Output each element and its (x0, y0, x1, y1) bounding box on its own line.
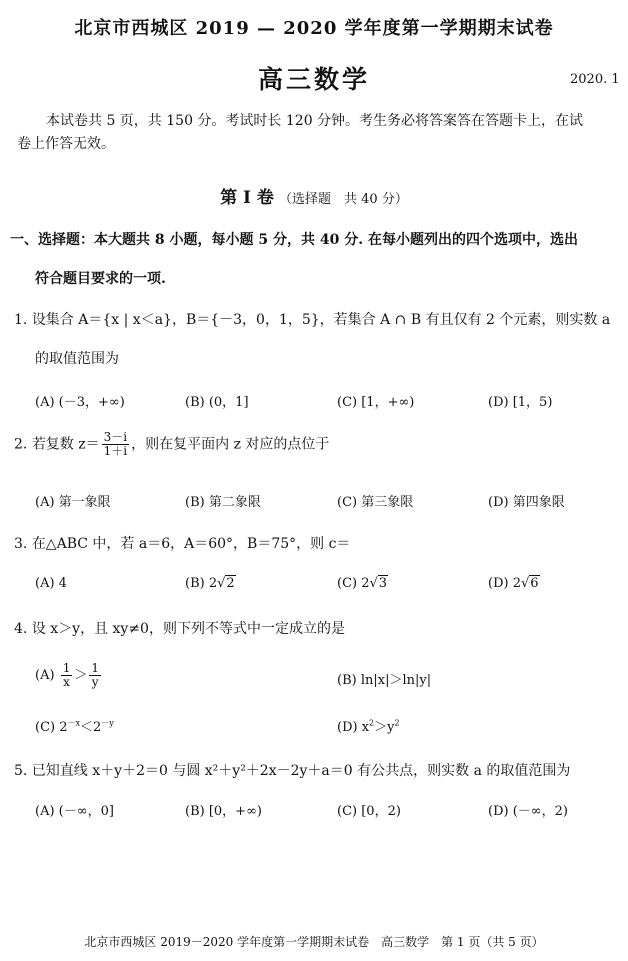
sqrt-symbol: √2 (217, 576, 235, 591)
question-number: 4. (14, 621, 28, 637)
option-d: (D) 第四象限 (488, 495, 565, 510)
question-text: 设集合 A＝{x | x＜a}，B＝{－3，0，1，5}，若集合 A ∩ B 有且仅有 2 个元素，则实数 a (31, 312, 611, 328)
fraction-numerator: 1 (62, 661, 71, 675)
question-number: 5. (14, 763, 28, 779)
radicand: 2 (226, 576, 235, 591)
option-label: (D) 2 (488, 576, 521, 591)
question-text: 设 x＞y，且 xy≠0，则下列不等式中一定成立的是 (31, 621, 345, 637)
option-b: (B) 第二象限 (185, 495, 261, 510)
part-instruction-line-2: 符合题目要求的一项. (35, 271, 166, 287)
option-a: (A) 第一象限 (35, 495, 111, 510)
question-4 (14, 618, 345, 638)
option-c (337, 576, 388, 591)
option-c: (C) 第三象限 (337, 495, 414, 510)
question-5 (14, 760, 570, 780)
fraction (102, 431, 129, 458)
fraction-denominator: y (91, 675, 99, 689)
option-b: (B) (0，1] (185, 395, 249, 410)
option-label: (C) 2 (35, 720, 68, 735)
question-number: 2. (14, 436, 28, 453)
option-label: (B) 2 (185, 576, 218, 591)
question-text-prefix: 若复数 z＝ (31, 436, 100, 453)
exam-title: 北京市西城区 2019 — 2020 学年度第一学期期末试卷 (74, 18, 554, 39)
option-a: (A) (－∞，0] (35, 804, 114, 819)
option-b: (B) [0，+∞) (185, 804, 262, 819)
question-text: 已知直线 x＋y＋2＝0 与圆 x²＋y²＋2x－2y＋a＝0 有公共点，则实数 a 的取值范围为 (31, 763, 571, 779)
question-2 (14, 431, 329, 458)
option-b: (B) ln|x|＞ln|y| (337, 673, 432, 688)
fraction-denominator: x (63, 675, 70, 689)
option-d (337, 716, 400, 735)
option-c: (C) [0，2) (337, 804, 401, 819)
exponent: －x (67, 718, 81, 728)
option-d: (D) (－∞，2) (488, 804, 568, 819)
intro-line-2: 卷上作答无效。 (17, 136, 115, 152)
question-1-line-2: 的取值范围为 (35, 351, 119, 367)
fraction (61, 662, 73, 689)
section-header (0, 183, 628, 208)
relation: ＞y (374, 720, 395, 735)
option-a: (A) 4 (35, 576, 67, 591)
option-d (488, 576, 540, 591)
exponent: －y (101, 718, 114, 728)
option-label: (D) x (337, 720, 370, 735)
question-text-suffix: ，则在复平面内 z 对应的点位于 (131, 436, 330, 453)
fraction-denominator: 1＋i (103, 444, 128, 458)
option-label: (A) (35, 668, 55, 683)
fraction-numerator: 3－i (103, 430, 128, 444)
sqrt-symbol: √6 (520, 576, 539, 591)
relation: ＜2 (80, 720, 102, 735)
option-c (35, 716, 114, 735)
option-c: (C) [1，+∞) (337, 395, 415, 410)
intro-line-1: 本试卷共 5 页，共 150 分。考试时长 120 分钟。考生务必将答案答在答题卡上，在试 (46, 113, 584, 129)
option-a (35, 662, 103, 689)
part-instruction-line-1: 一、选择题：本大题共 8 小题，每小题 5 分，共 40 分. 在每小题列出的四个选项中，选出 (10, 232, 578, 248)
exponent: 2 (369, 718, 375, 728)
exam-date: 2020. 1 (570, 72, 620, 87)
question-text: 在△ABC 中，若 a＝6，A＝60°，B＝75°，则 c＝ (31, 536, 351, 552)
sqrt-symbol: √3 (369, 576, 388, 591)
option-b (185, 576, 236, 591)
radicand: 6 (530, 576, 539, 591)
question-1 (14, 309, 610, 329)
exponent: 2 (394, 718, 400, 728)
radicand: 3 (378, 576, 388, 591)
fraction (89, 662, 101, 689)
relation: ＞ (74, 668, 88, 683)
option-label: (C) 2 (337, 576, 370, 591)
section-subtitle: （选择题 共 40 分） (279, 192, 408, 207)
question-3 (14, 533, 350, 553)
question-number: 3. (14, 536, 28, 552)
option-a: (A) (－3，+∞) (35, 395, 125, 410)
subject-title: 高三数学 (257, 65, 370, 94)
page-footer: 北京市西城区 2019－2020 学年度第一学期期末试卷 高三数学 第 1 页（共 5 页） (84, 935, 544, 949)
fraction-numerator: 1 (91, 661, 99, 675)
question-number: 1. (14, 312, 28, 328)
section-title: 第 Ⅰ 卷 (220, 188, 274, 208)
option-d: (D) [1，5) (488, 395, 553, 410)
